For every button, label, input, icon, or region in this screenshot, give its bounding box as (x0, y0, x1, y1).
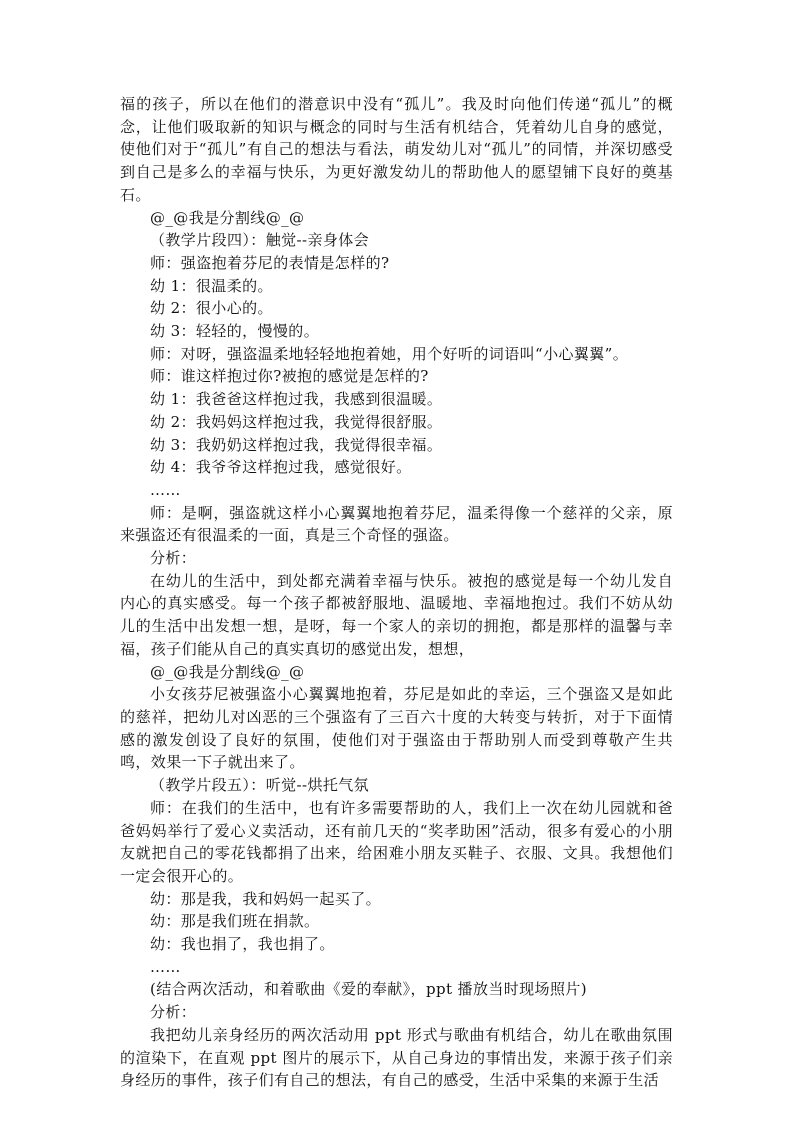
section-heading: （教学片段五）：听觉--烘托气氛 (150, 776, 370, 795)
dialogue-line: 幼 2：我妈妈这样抱过我，我觉得很舒服。 (150, 412, 443, 431)
paragraph: 福的孩子，所以在他们的潜意识中没有“孤儿”。我及时向他们传递“孤儿”的概念，让他们吸取新的知识与概念的同时与生活有机结合，凭着幼儿自身的感觉，使他们对于“孤儿”有自己的想法与看法，萌发幼儿对“孤儿”的同情，并深切感受到自己是多么的幸福与快乐，为更好激发幼儿的帮助他人的愿望铺下良好的奠基石。 (120, 95, 673, 204)
paragraph: 在幼儿的生活中，到处都充满着幸福与快乐。被抱的感觉是每一个幼儿发自内心的真实感受。每一个孩子都被舒服地、温暖地、幸福地抱过。我们不妨从幼儿的生活中出发想一想，是呀，每一个家人的亲切的拥抱，都是那样的温馨与幸福，孩子们能从自己的真实真切的感觉出发，想想， (120, 571, 673, 658)
dialogue-line: 幼 3：我奶奶这样抱过我，我觉得很幸福。 (150, 435, 443, 454)
ellipsis: …… (150, 480, 181, 499)
analysis-heading: 分析： (150, 1003, 197, 1022)
dialogue-line: 师：强盗抱着芬尼的表情是怎样的? (150, 253, 390, 272)
analysis-heading: 分析： (150, 549, 197, 568)
dialogue-line: 幼：那是我们班在捐款。 (150, 912, 320, 931)
dialogue-line: 师：谁这样抱过你?被抱的感觉是怎样的? (150, 367, 429, 386)
document-body (120, 93, 673, 1092)
paragraph: 我把幼儿亲身经历的两次活动用 ppt 形式与歌曲有机结合，幼儿在歌曲氛围的渲染下，在直观 ppt 图片的展示下，从自己身边的事情出发，来源于孩子们亲身经历的事件，孩子们有自己的想法，有自己的感受，生活中采集的来源于生活 (120, 1025, 673, 1090)
dialogue-line: 幼 4：我爷爷这样抱过我，感觉很好。 (150, 458, 412, 477)
paragraph: 小女孩芬尼被强盗小心翼翼地抱着，芬尼是如此的幸运，三个强盗又是如此的慈祥，把幼儿对凶恶的三个强盗有了三百六十度的大转变与转折，对于下面情感的激发创设了良好的氛围，使他们对于强盗由于帮助别人而受到尊敬产生共鸣，效果一下子就出来了。 (120, 685, 673, 772)
dialogue-line: 师：是啊，强盗就这样小心翼翼地抱着芬尼，温柔得像一个慈祥的父亲，原来强盗还有很温柔的一面，真是三个奇怪的强盗。 (120, 503, 673, 545)
dialogue-line: 幼 1：我爸爸这样抱过我，我感到很温暖。 (150, 390, 443, 409)
section-divider: @_@我是分割线@_@ (150, 662, 305, 681)
dialogue-line: 师：对呀，强盗温柔地轻轻地抱着她，用个好听的词语叫“小心翼翼”。 (150, 344, 629, 363)
ellipsis: …… (150, 957, 181, 976)
dialogue-line: 幼 3：轻轻的，慢慢的。 (150, 322, 320, 341)
stage-note: (结合两次活动，和着歌曲《爱的奉献》，ppt 播放当时现场照片) (150, 980, 588, 999)
dialogue-line: 师：在我们的生活中，也有许多需要帮助的人，我们上一次在幼儿园就和爸爸妈妈举行了爱心义卖活动，还有前几天的“奖孝助困”活动，很多有爱心的小朋友就把自己的零花钱都捐了出来，给困难小朋友买鞋子、衣服、文具。我想他们一定会很开心的。 (120, 798, 673, 885)
section-divider: @_@我是分割线@_@ (150, 208, 305, 227)
dialogue-line: 幼：那是我，我和妈妈一起买了。 (150, 889, 382, 908)
dialogue-line: 幼：我也捐了，我也捐了。 (150, 935, 335, 954)
dialogue-line: 幼 2：很小心的。 (150, 299, 273, 318)
section-heading: （教学片段四）：触觉--亲身体会 (150, 231, 370, 250)
dialogue-line: 幼 1：很温柔的。 (150, 276, 273, 295)
